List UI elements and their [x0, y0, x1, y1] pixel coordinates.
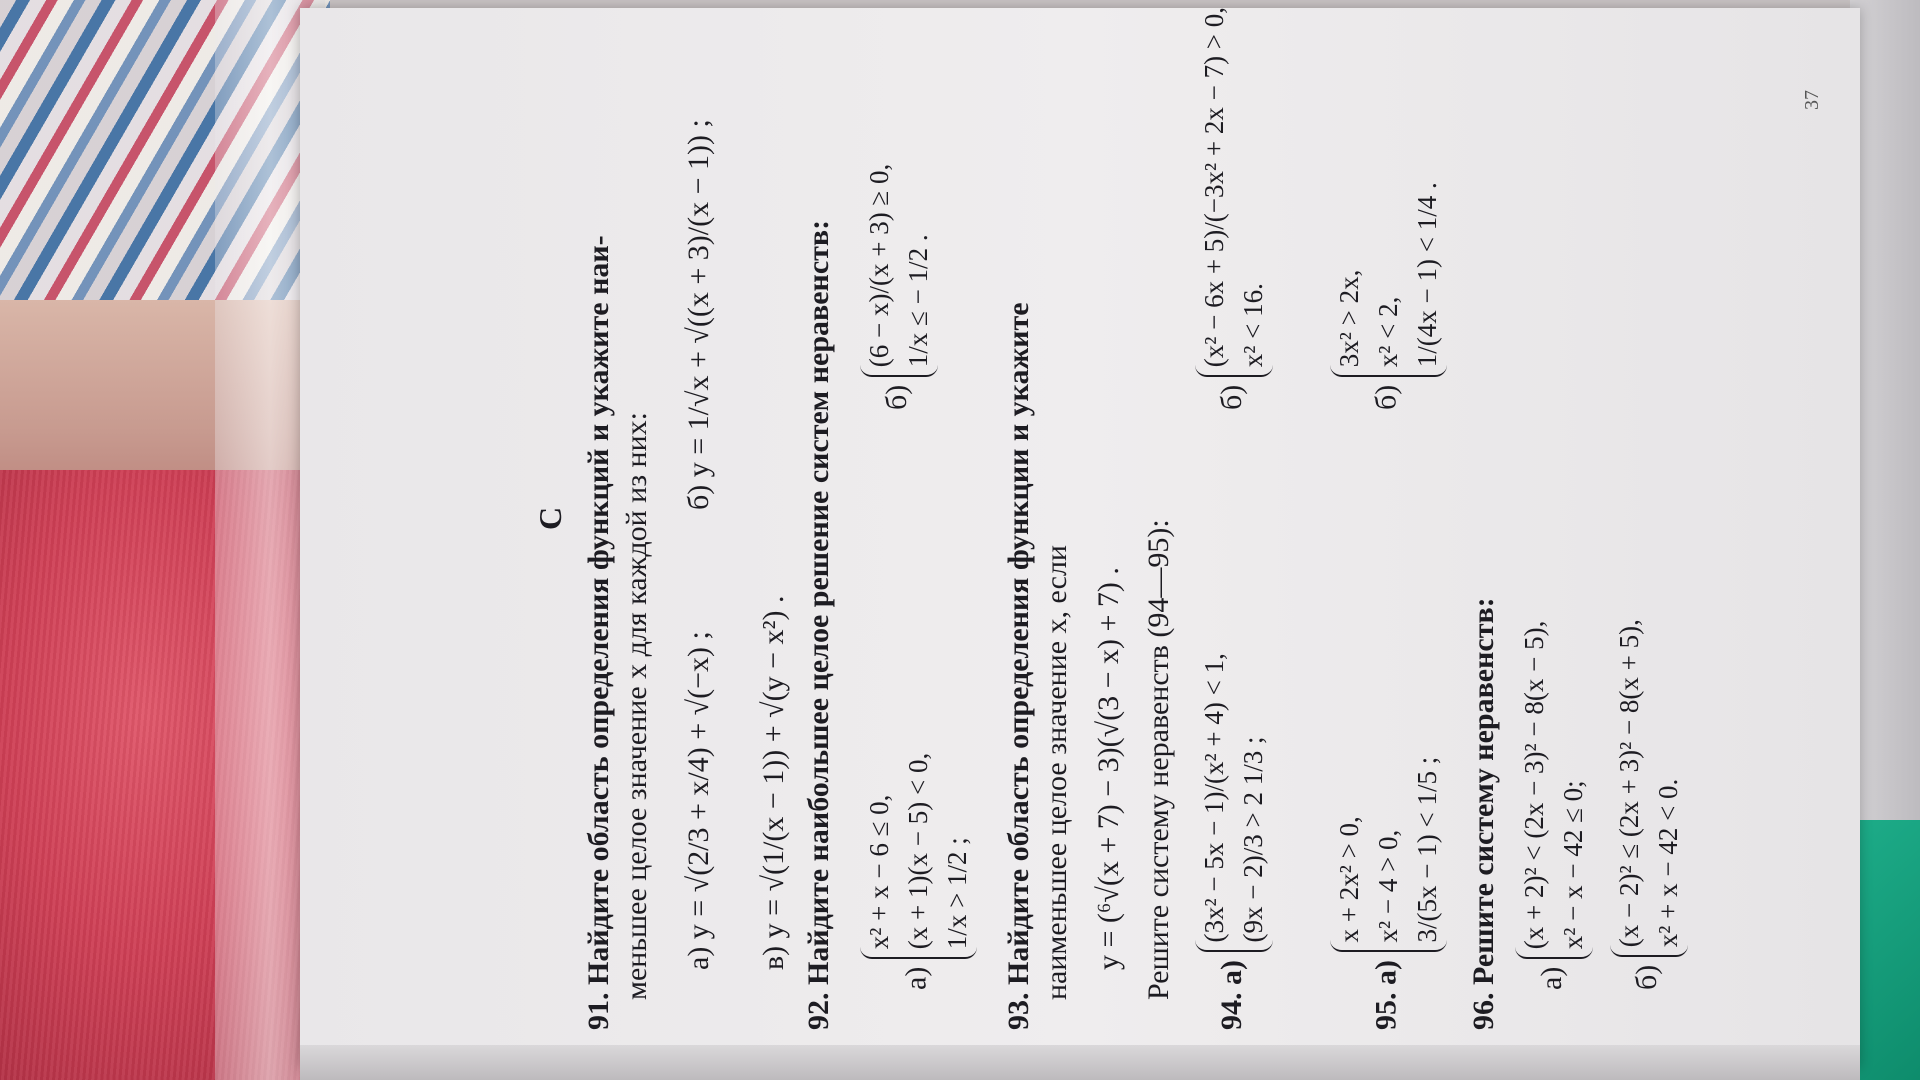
problem-93-line1: 93. Найдите область определения функции и укажите — [1002, 302, 1035, 1030]
problem-94-intro: Решите систему неравенств (94—95): — [1142, 519, 1175, 1000]
problem-94-b-system — [1195, 7, 1273, 377]
problem-94-b-line2: x² < 16. — [1238, 283, 1269, 368]
problem-96-title: 96. Решите систему неравенств: — [1467, 597, 1500, 1030]
problem-92-a — [860, 753, 977, 990]
problem-91-line2: меньшее целое значение x для каждой из них: — [620, 411, 653, 1000]
problem-96-a-line2: x² − x − 42 ≤ 0; — [1558, 780, 1589, 950]
problem-91-b: б) y = 1/√x + √((x + 3)/(x − 1)) ; — [682, 119, 715, 510]
problem-94-a-line1: (3x² − 5x − 1)/(x² + 4) < 1, — [1199, 653, 1229, 943]
problem-92-a-line1: x² + x − 6 ≤ 0, — [864, 794, 894, 950]
problem-92-b-line2: 1/x ≤ − 1/2 . — [903, 234, 934, 368]
problem-96-a-line1: (x + 2)² < (2x − 3)² − 8(x − 5), — [1519, 620, 1549, 950]
problem-93-formula: y = (⁶√(x + 7) − 3)(√(3 − x) + 7) . — [1092, 567, 1125, 970]
problem-94-a-system — [1195, 653, 1273, 952]
problem-95-b-line1: 3x² > 2x, — [1334, 269, 1364, 368]
problem-92-b-label: б) — [880, 384, 914, 410]
problem-95-a-label: 95. а) — [1369, 960, 1403, 1030]
problem-95-b-label: б) — [1369, 384, 1403, 410]
section-letter: С — [532, 506, 568, 530]
problem-95-b-line2: x² < 2, — [1373, 296, 1404, 368]
problem-96-a — [1515, 621, 1593, 990]
problem-96-a-system — [1515, 621, 1593, 960]
problem-95-a-line3: 3/(5x − 1) < 1/5 ; — [1412, 756, 1443, 943]
problem-92-a-system — [860, 753, 977, 959]
problem-91-v: в) y = √(1/(x − 1)) + √(y − x²) . — [757, 595, 790, 970]
problem-91-a: а) y = √(2/3 + x/4) + √(−x) ; — [682, 631, 715, 970]
problem-96-b-label: б) — [1630, 964, 1664, 990]
problem-95-a-line1: x + 2x² > 0, — [1334, 816, 1364, 943]
problem-94-b-line1: (x² − 6x + 5)/(−3x² + 2x − 7) > 0, — [1199, 6, 1229, 368]
problem-91-line1: 91. Найдите область определения функций и укажите наи- — [582, 235, 615, 1030]
problem-92-a-line3: 1/x > 1/2 ; — [942, 837, 973, 950]
problem-95-a — [1330, 757, 1447, 1030]
page-bottom-edge — [300, 1045, 1860, 1080]
page-number: 37 — [1801, 90, 1823, 110]
problem-92-title: 92. Найдите наибольшее целое решение систем неравенств: — [802, 219, 835, 1030]
rotated-page-content — [530, 6, 1830, 1030]
problem-94-a-label: 94. а) — [1215, 960, 1249, 1030]
problem-94-a-line2: (9x − 2)/3 > 2 1/3 ; — [1238, 736, 1269, 943]
problem-92-a-label: а) — [899, 966, 933, 990]
problem-92-b-line1: (6 − x)/(x + 3) ≥ 0, — [864, 163, 894, 368]
problem-92-b — [860, 164, 938, 410]
problem-92-b-system — [860, 164, 938, 378]
problem-95-b-line3: 1/(4x − 1) < 1/4 . — [1412, 182, 1443, 368]
problem-96-b-system — [1610, 619, 1688, 957]
problem-96-b — [1610, 619, 1688, 990]
problem-92-a-line2: (x + 1)(x − 5) < 0, — [903, 752, 934, 950]
problem-95-a-system — [1330, 757, 1447, 953]
problem-96-b-line1: (x − 2)² ≤ (2x + 3)² − 8(x + 5), — [1614, 619, 1644, 948]
problem-95-b-system — [1330, 182, 1447, 377]
problem-96-a-label: а) — [1535, 966, 1569, 990]
problem-94-a — [1195, 653, 1273, 1030]
problem-95-a-line2: x² − 4 > 0, — [1373, 829, 1404, 943]
problem-96-b-line2: x² + x − 42 < 0. — [1653, 778, 1684, 948]
problem-95-b — [1330, 182, 1447, 410]
problem-93-line2: наименьшее целое значение x, если — [1040, 545, 1073, 1000]
problem-94-b — [1195, 7, 1273, 410]
problem-94-b-label: б) — [1215, 384, 1249, 410]
